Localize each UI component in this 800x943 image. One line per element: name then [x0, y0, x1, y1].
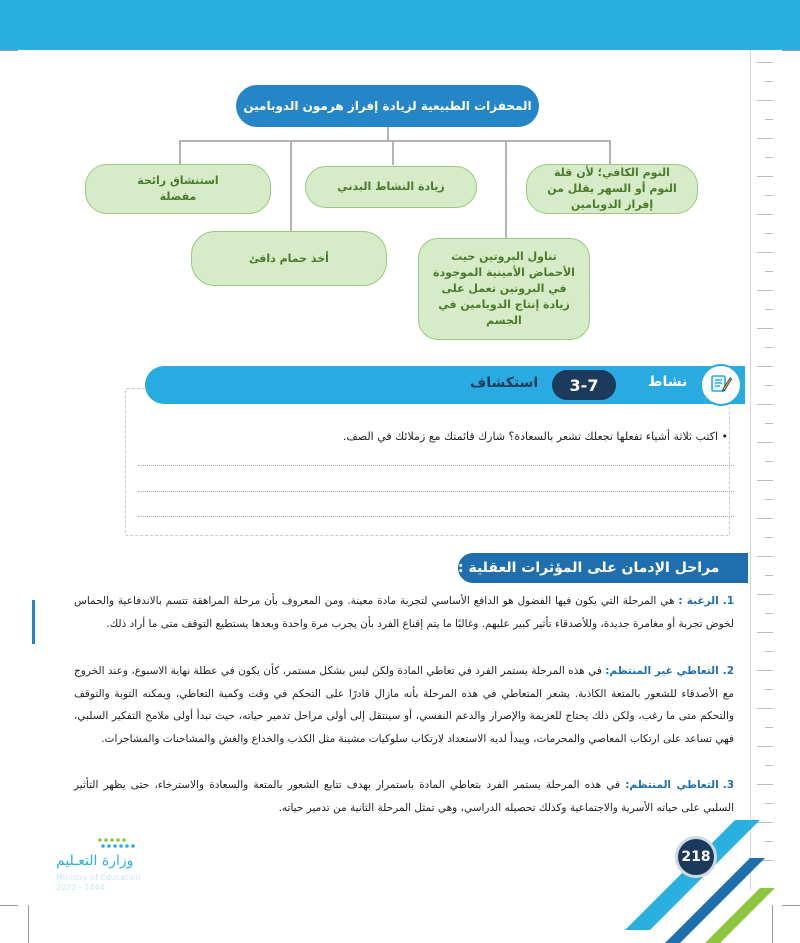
ministry-name: وزارة التعـليم — [56, 853, 134, 869]
node-sleep: النوم الكافي؛ لأن قلة النوم أو السهر يقلل من إفراز الدوبامين — [526, 164, 698, 214]
ruler-tick — [765, 499, 773, 500]
section-heading: مراحل الإدمان على المؤثرات العقلية : — [458, 553, 748, 583]
ruler-tick — [757, 62, 773, 63]
connector-horizontal-top — [179, 140, 611, 142]
crop-mark — [782, 905, 800, 906]
activity-icon-badge — [700, 364, 742, 406]
ruler-tick — [765, 765, 773, 766]
connector-bath — [290, 140, 292, 232]
pencil-notepad-icon — [709, 371, 733, 399]
ruler-tick — [757, 708, 773, 709]
connector-protein — [505, 140, 507, 240]
ruler-tick — [757, 480, 773, 481]
ruler-tick — [765, 195, 773, 196]
stage-number: 3. — [722, 779, 735, 791]
stage-term: التعاطي المنتظم: — [625, 779, 719, 791]
stage-number: 1. — [722, 595, 734, 607]
node-exercise: زيادة النشاط البدني — [305, 166, 477, 208]
ruler-tick — [765, 119, 773, 120]
stage-term: التعاطي غير المنتظم: — [605, 665, 719, 677]
ruler-tick — [765, 689, 773, 690]
ruler-tick — [757, 138, 773, 139]
ruler-tick — [765, 423, 773, 424]
ruler-tick — [757, 176, 773, 177]
connector-exercise — [392, 140, 394, 165]
ruler-tick — [765, 727, 773, 728]
ruler-tick — [757, 784, 773, 785]
stage-item-2 — [74, 660, 734, 750]
answer-line — [138, 491, 734, 492]
ruler-tick — [765, 385, 773, 386]
ruler-tick — [757, 746, 773, 747]
ruler-tick — [757, 442, 773, 443]
crop-mark — [0, 50, 18, 51]
crop-mark — [0, 905, 18, 906]
stage-text: هي المرحلة التي يكون فيها الفضول هو الدافع الأساسي لتجربة مادة معينة. ومن المعروف بأن مرحلة المراهقة تتسم بالاندفاعية والحماس لخوض تجربة أو مغامرة جديدة، وللأصدقاء تأثير كبير عليهم. وغالبًا ما يتم إقناع الفرد بأن يجرب مرة واحدة وبعدها يستطيع التوقف متى ما أراد ذلك. — [74, 595, 734, 630]
activity-label: نشاط — [648, 374, 688, 390]
stage-text: في هذه المرحلة يستمر الفرد في تعاطي المادة ولكن ليس بشكل مستمر، كأن يكون في عطلة نهاية الاسبوع، وعند الخروج مع الأصدقاء للشعور بالمتعة الكاذبة. يشعر المتعاطي في هذه المرحلة بأنه مازال قادرًا على التحكم في وقت وكمية التعاطي، ويمكنه التوبة والتوقف والتحكم متى ما رغب، ولكن ذلك يحتاج للعزيمة والإصرار والدعم النفسي، أو سينتقل إلى أولى مراحل تدمير حياته، حيث تبدأ أولى ملامح التفكير السلبي، فهي تساعد على ارتكاب المعاصي والمحرمات، ويبدأ لديه الاستعداد لارتكاب سلوكيات مشينة مثل الكذب والخداع والغش والمشاحنات والمشاجرات. — [74, 665, 734, 745]
ministry-year: 2022 - 1444 — [56, 883, 105, 892]
ruler-tick — [765, 347, 773, 348]
node-bath: أخذ حمام دافئ — [191, 231, 387, 286]
ruler-tick — [757, 632, 773, 633]
ruler-tick — [765, 575, 773, 576]
ruler-tick — [757, 404, 773, 405]
ruler-tick — [765, 461, 773, 462]
page-number-badge: 218 — [675, 836, 717, 878]
answer-line — [138, 516, 734, 517]
ruler-tick — [765, 309, 773, 310]
stage-term: الرغبة : — [678, 595, 719, 607]
activity-number: 3-7 — [552, 370, 616, 400]
connector-scent — [179, 140, 181, 165]
ministry-name-en: Ministry of Education — [56, 873, 141, 882]
ruler-tick — [765, 157, 773, 158]
stage-number: 2. — [722, 665, 734, 677]
node-protein: تناول البروتين حيث الأحماض الأمينية الموجودة في البروتين تعمل على زيادة إنتاج الدوبامين في الجسم — [418, 238, 590, 340]
crop-mark — [28, 905, 29, 943]
activity-box — [125, 388, 730, 536]
ruler-tick — [757, 328, 773, 329]
ruler-tick — [765, 233, 773, 234]
ruler-tick — [757, 366, 773, 367]
ruler-tick — [765, 271, 773, 272]
answer-line — [138, 465, 734, 466]
top-banner — [0, 0, 800, 50]
ruler-tick — [765, 651, 773, 652]
margin-ruler — [750, 50, 773, 890]
ruler-tick — [757, 100, 773, 101]
activity-title: استكشاف — [470, 375, 539, 391]
ruler-tick — [765, 81, 773, 82]
ruler-tick — [757, 518, 773, 519]
ruler-tick — [765, 537, 773, 538]
activity-question: • اكتب ثلاثة أشياء تفعلها تجعلك تشعر بالسعادة؟ شارك قائمتك مع زملائك في الصف. — [342, 430, 728, 443]
ruler-tick — [757, 670, 773, 671]
margin-marker — [32, 600, 35, 644]
ruler-tick — [757, 290, 773, 291]
ruler-tick — [757, 252, 773, 253]
ruler-tick — [757, 556, 773, 557]
stage-text: في هذه المرحلة يستمر الفرد بتعاطي المادة باستمرار بهدف تتابع الشعور بالمتعة والسعادة والاسترخاء، حتى يظهر التأثير السلبي على حياته الأسرية والاجتماعية وكذلك تحصيله الدراسي، وهي تمثل المرحلة الثانية من تدمير حياته. — [74, 779, 734, 814]
connector-sleep — [609, 140, 611, 165]
stage-item-1 — [74, 590, 734, 635]
mind-map-root: المحفزات الطبيعية لزيادة إفراز هرمون الدوبامين — [236, 85, 539, 127]
ruler-tick — [757, 594, 773, 595]
ruler-tick — [765, 613, 773, 614]
node-scent: استنشاق رائحة مفضلة — [85, 164, 271, 214]
connector-root-stem — [387, 127, 389, 141]
crop-mark — [782, 50, 800, 51]
ruler-tick — [757, 214, 773, 215]
